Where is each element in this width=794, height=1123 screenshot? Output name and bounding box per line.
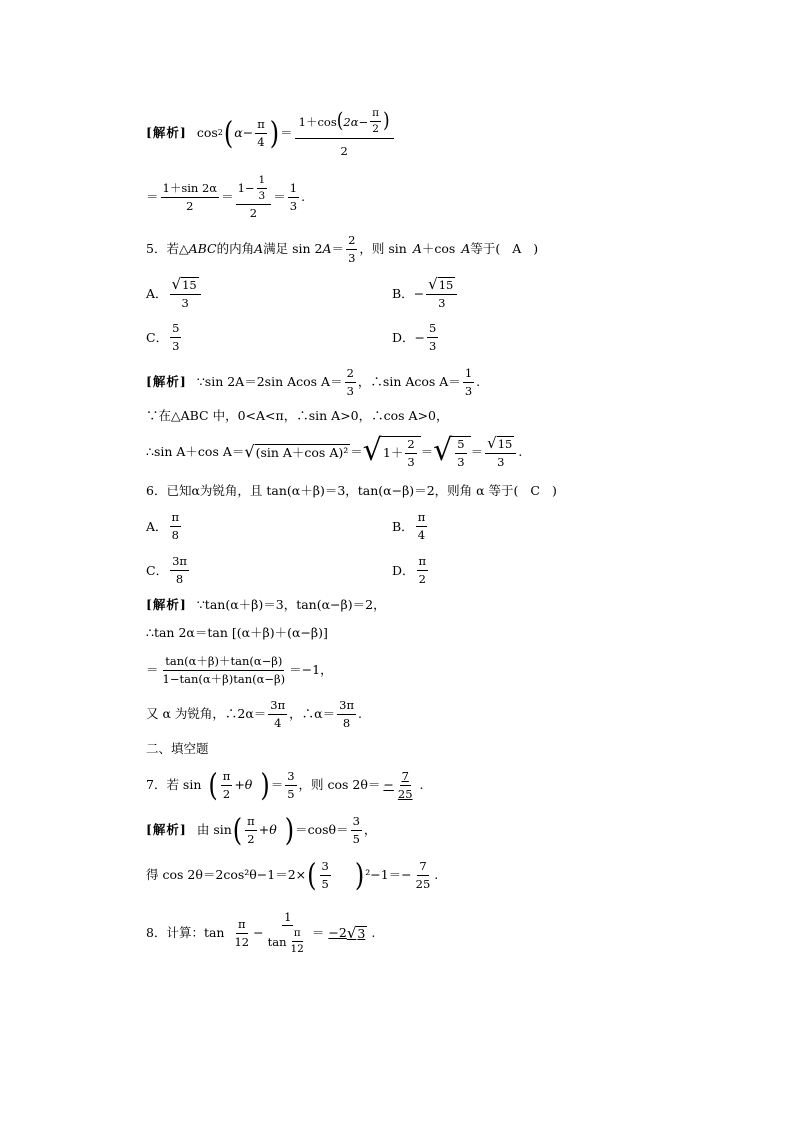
- paren-right: ): [284, 811, 295, 849]
- s7a-frac-3-5: $\frac{3}{5}$: [352, 814, 360, 846]
- period: .: [358, 705, 362, 721]
- q5-option-d: [392, 318, 440, 356]
- answer-sign: −: [383, 776, 394, 792]
- s5a-text-2: ，∴sin Acos A＝: [357, 373, 461, 389]
- q7-frac-pi-2: $\frac{\pi}{2}$: [222, 769, 231, 801]
- frac-1-sin: $\frac{1+\sin 2\alpha}{2}$: [162, 181, 218, 213]
- q8-frac-1-over-tan: 1 tan $\frac{\pi}{12}$: [267, 909, 304, 956]
- period: .: [419, 776, 424, 792]
- solution-label: [解析]: [146, 373, 187, 389]
- s7b-text-2: ²−1＝−: [365, 866, 412, 882]
- s7a-text-1: 由 sin: [196, 821, 232, 837]
- frac-sqrt15-3: √ 15 3: [485, 436, 516, 468]
- paren-left: (: [208, 766, 218, 804]
- equals: ＝: [420, 443, 434, 459]
- frac-main: 1＋cos ( 2α− $\frac{\pi}{2}$ ) 2: [295, 108, 394, 157]
- q5-abc: ABC: [188, 240, 217, 256]
- option-label: D．: [392, 563, 415, 578]
- paren-right: ): [354, 856, 365, 894]
- q5-eq: ＝: [331, 240, 345, 256]
- equals: ＝: [470, 443, 484, 459]
- q7-answer-blank: − $\frac{7}{25}$: [383, 769, 413, 801]
- q6-option-c: [146, 552, 191, 588]
- option-a-frac: $\frac{\pi}{8}$: [171, 510, 180, 542]
- period: .: [434, 866, 439, 882]
- q5-frac-2-3: $\frac{2}{3}$: [348, 233, 356, 265]
- paren-left: (: [223, 114, 234, 152]
- q5-text-2: 的内角: [216, 240, 255, 256]
- option-sign: −: [413, 285, 425, 301]
- period: .: [371, 924, 376, 940]
- q7-plus-theta: +θ: [234, 776, 253, 792]
- s5a-frac-2: $\frac{1}{3}$: [464, 366, 473, 398]
- option-label: A．: [146, 519, 168, 534]
- s5c-text-1: ∴sin A＋cos A＝: [146, 443, 245, 459]
- s6d-text-1: 又 α 为锐角，∴2α＝: [146, 705, 267, 721]
- option-label: C．: [146, 330, 169, 345]
- s5b-text: ∵在△ABC 中，0<A<π，∴sin A>0，∴cos A>0，: [146, 407, 449, 423]
- s5a-text-1: ∵sin 2A＝2sin Acos A＝: [196, 373, 343, 389]
- equals: ＝: [273, 188, 286, 204]
- q6-option-b: [392, 508, 429, 544]
- q8-text-1: 8．计算：tan: [146, 924, 225, 940]
- frac-pi-4: $\frac{\pi}{4}$: [257, 117, 265, 149]
- s6a-text: ∵tan(α＋β)＝3，tan(α−β)＝2，: [196, 596, 386, 612]
- q5-option-c: [146, 318, 183, 356]
- comma: ，: [363, 821, 377, 837]
- option-label: D．: [392, 330, 415, 345]
- equals: ＝: [221, 188, 234, 204]
- period: .: [518, 443, 523, 459]
- q5-text-1: 5．若△: [146, 240, 189, 256]
- option-c-frac: $\frac{5}{3}$: [172, 321, 180, 353]
- q6-close: ): [552, 482, 557, 498]
- minus: −: [253, 924, 264, 940]
- s6c-result: ＝−1，: [289, 661, 333, 677]
- s6d-text-2: ，∴α＝: [289, 705, 336, 721]
- s5a-frac-1: $\frac{2}{3}$: [346, 366, 354, 398]
- frac-1-minus-third: 1− $\frac{1}{3}$ 2: [236, 175, 272, 219]
- paren-right: ): [269, 114, 280, 152]
- equals: ＝: [350, 443, 363, 459]
- alpha-minus: α−: [234, 124, 254, 140]
- solution-5-line-3: [146, 432, 754, 472]
- solution-4-line-1: [146, 108, 754, 158]
- equals: ＝: [146, 661, 159, 677]
- q7-text-2: ，则 cos 2θ＝: [298, 776, 381, 792]
- option-sign: −: [414, 329, 426, 345]
- solution-label: [解析]: [146, 821, 187, 837]
- sqrt-1-plus: √ 1＋ $\frac{2}{3}$: [363, 436, 421, 467]
- frac-result: $\frac{1}{3}$: [289, 181, 298, 213]
- option-label: B．: [392, 519, 414, 534]
- solution-4-line-2: [146, 172, 754, 222]
- option-b-frac: $\frac{\pi}{4}$: [417, 510, 426, 542]
- q5-option-b: [392, 274, 459, 312]
- s7a-frac-pi-2: $\frac{\pi}{2}$: [247, 814, 255, 846]
- s7b-frac-7-25: $\frac{7}{25}$: [415, 859, 431, 891]
- q5-text-3: 满足 sin 2: [263, 240, 323, 256]
- period: .: [476, 373, 481, 389]
- solution-6-line-1: [146, 596, 754, 614]
- q5-text-7: 等于(: [470, 240, 501, 256]
- q5-A: A: [254, 240, 264, 256]
- q6-answer: C: [530, 482, 540, 498]
- q5-close: ): [533, 240, 539, 256]
- q5-A3: A: [412, 240, 422, 256]
- solution-label: [解析]: [146, 596, 187, 612]
- paren-left: (: [232, 811, 243, 849]
- q6-text: 6．已知α为锐角，且 tan(α＋β)＝3，tan(α−β)＝2，则角 α 等于(: [146, 482, 519, 498]
- solution-7-line-2: [146, 856, 754, 894]
- q5-text-5: ，则 sin: [359, 240, 407, 256]
- s6b-text: ∴tan 2α＝tan [(α＋β)＋(α−β)]: [146, 624, 328, 640]
- q5-A2: A: [322, 240, 332, 256]
- solution-label: [解析]: [146, 124, 187, 140]
- frac-tan-sum: $\frac{\tan(\alpha+\beta)+\tan(\alpha-\beta)}{1-\tan(\alpha+\beta)\tan(\alpha-\beta)}$: [162, 654, 286, 686]
- square-sup: 2: [217, 128, 223, 137]
- answer-value: −2: [328, 924, 347, 940]
- paren-right: ): [260, 766, 270, 804]
- s7a-plus-theta: +θ: [258, 821, 277, 837]
- option-a-frac: √ 15 3: [170, 277, 201, 309]
- solution-6-line-4: [146, 696, 754, 732]
- question-6: [146, 482, 754, 500]
- s7b-text-1: 得 cos 2θ＝2cos²θ−1＝2×: [146, 866, 307, 882]
- q8-answer-blank: −2 √ 3: [328, 923, 366, 942]
- option-d-frac: $\frac{\pi}{2}$: [418, 554, 427, 586]
- q5-option-a: [146, 274, 203, 312]
- q7-frac-3-5: $\frac{3}{5}$: [287, 769, 295, 801]
- solution-5-line-1: [146, 366, 754, 398]
- q5-text-6: ＋cos: [421, 240, 456, 256]
- s7b-frac-3-5: $\frac{3}{5}$: [321, 859, 329, 891]
- s7a-text-2: ＝cosθ＝: [295, 821, 349, 837]
- q8-frac-pi-12: $\frac{\pi}{12}$: [234, 917, 250, 949]
- option-label: B．: [392, 286, 414, 301]
- option-d-frac: $\frac{5}{3}$: [429, 321, 437, 353]
- section-title-text: 二、填空题: [146, 740, 209, 756]
- section-2-title: [146, 740, 754, 758]
- q5-answer: A: [512, 240, 522, 256]
- equals: ＝: [280, 124, 293, 140]
- solution-5-line-2: [146, 406, 754, 426]
- cos-text: cos: [196, 124, 218, 140]
- period: .: [301, 188, 306, 204]
- paren-left: (: [307, 856, 317, 894]
- sqrt-5-3: √ $\frac{5}{3}$: [433, 436, 470, 467]
- question-7: [146, 766, 754, 804]
- q6-option-a: [146, 508, 183, 544]
- s6d-frac-1: $\frac{3\pi}{4}$: [270, 698, 286, 730]
- question-5: [146, 234, 754, 264]
- option-label: C．: [146, 563, 169, 578]
- equals: ＝: [270, 776, 284, 792]
- option-c-frac: $\frac{3\pi}{8}$: [172, 554, 187, 586]
- equals: ＝: [311, 924, 325, 940]
- equals: ＝: [146, 188, 159, 204]
- sqrt-square: √ (sin A＋cos A)²: [244, 442, 349, 461]
- option-label: A．: [146, 286, 168, 301]
- question-8: [146, 904, 754, 962]
- q6-option-d: [392, 552, 430, 588]
- option-b-frac: √ 15 3: [426, 277, 457, 309]
- solution-6-line-2: [146, 624, 754, 642]
- s6d-frac-2: $\frac{3\pi}{8}$: [339, 698, 354, 730]
- q5-A4: A: [461, 240, 471, 256]
- q7-text-1: 7．若 sin: [146, 776, 202, 792]
- solution-6-line-3: [146, 650, 754, 690]
- solution-7-line-1: [146, 812, 754, 848]
